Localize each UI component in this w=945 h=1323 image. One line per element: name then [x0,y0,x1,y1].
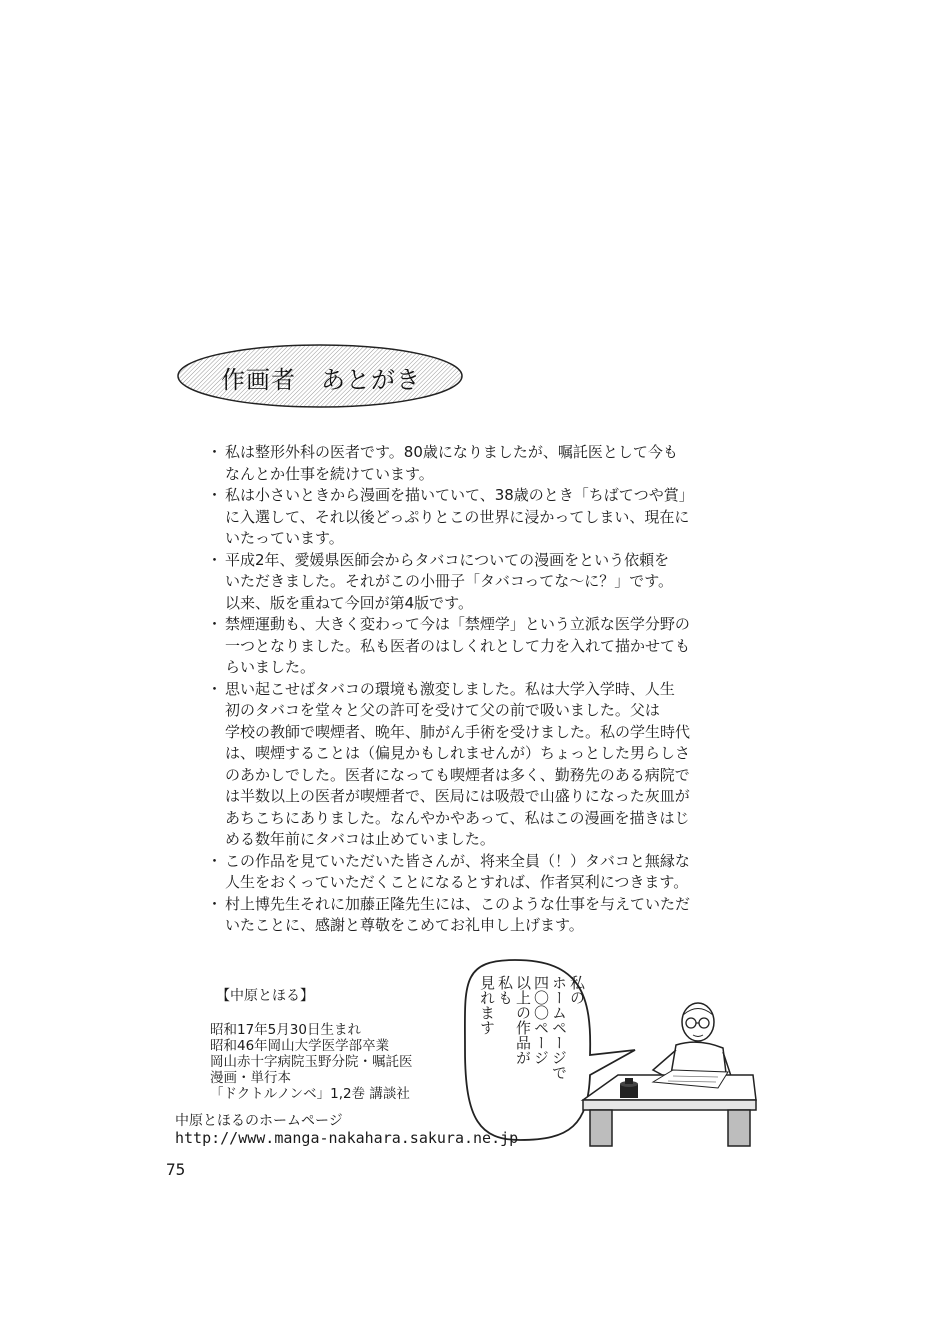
profile-line: 「ドクトルノンベ」1,2巻 講談社 [210,1086,410,1102]
afterword-list [205,442,745,937]
afterword-line: らいました。 [225,658,316,676]
afterword-line: のあかしでした。医者になっても喫煙者は多く、勤務先のある病院で [225,765,690,784]
afterword-line: いたことに、感謝と尊敬をこめてお礼申し上げます。 [225,916,584,934]
profile-line: 漫画・単行本 [210,1070,291,1086]
afterword-item [205,679,745,851]
artist-at-desk-illustration [578,1000,758,1150]
afterword-line: 禁煙運動も、大きく変わって今は「禁煙学」という立派な医学分野の [225,615,690,633]
afterword-line: 私は整形外科の医者です。80歳になりましたが、嘱託医として今も [225,443,678,461]
bubble-column: ホームページで [550,975,568,1080]
bullet-mark: ・ [207,486,223,504]
bullet-mark: ・ [207,894,223,913]
bullet-mark: ・ [207,550,223,569]
bubble-column: 以上の作品が [514,975,532,1065]
bullet-mark: ・ [207,615,223,633]
afterword-line: は半数以上の医者が喫煙者で、医局には吸殻で山盛りになった灰皿が [225,787,690,805]
afterword-line: 一つとなりました。私も医者のはしくれとして力を入れて描かせても [225,636,691,655]
profile-line: 昭和46年岡山大学医学部卒業 [210,1038,390,1054]
artist-drawing [578,1000,758,1150]
afterword-line: いただきました。それがこの小冊子「タバコってな〜に？」です。 [225,572,674,590]
afterword-item [205,485,745,550]
afterword-line: 村上博先生それに加藤正隆先生には、このような仕事を与えていただ [225,894,691,913]
page-title: 作画者 あとがき [221,366,421,394]
afterword-line: 人生をおくっていただくことになるとすれば、作者冥利につきます。 [225,873,689,891]
author-name: 【中原とほる】 [216,988,314,1004]
afterword-line: この作品を見ていただいた皆さんが、将来全員（！）タバコと無縁な [225,851,690,870]
bullet-mark: ・ [207,851,223,870]
afterword-line: 思い起こせばタバコの環境も激変しました。私は大学入学時、人生 [225,679,675,698]
afterword-line: 学校の教師で喫煙者、晩年、肺がん手術を受けました。私の学生時代 [225,722,691,741]
homepage-label: 中原とほるのホームページ [175,1113,343,1129]
afterword-item [205,550,745,615]
homepage-url[interactable]: http://www.manga-nakahara.sakura.ne.jp [175,1129,519,1147]
afterword-title-banner [176,343,464,409]
bullet-mark: ・ [207,443,223,461]
profile-line: 岡山赤十字病院玉野分院・嘱託医 [210,1054,413,1070]
afterword-item [205,894,745,937]
bubble-column: 見れます [478,975,496,1035]
afterword-item [205,442,745,485]
bullet-mark: ・ [207,679,223,698]
afterword-line: 以来、版を重ねて今回が第4版です。 [225,593,473,612]
afterword-line: 初のタバコを堂々と父の許可を受けて父の前で吸いました。父は [225,701,660,719]
page-number: 75 [166,1160,186,1179]
afterword-line: 私は小さいときから漫画を描いていて、38歳のとき「ちばてつや賞」 [225,486,694,504]
profile-line: 昭和17年5月30日生まれ [210,1022,361,1038]
afterword-item [205,851,745,894]
afterword-line: に入選して、それ以後どっぷりとこの世界に浸かってしまい、現在に [225,507,690,526]
bubble-column: 私の [568,975,586,1005]
author-profile [210,988,470,1102]
afterword-line: は、喫煙することは（偏見かもしれませんが）ちょっとした男らしさ [225,744,691,762]
afterword-line: いたっています。 [225,529,344,547]
afterword-line: める数年前にタバコは止めていました。 [225,830,495,848]
afterword-line: 平成2年、愛媛県医師会からタバコについての漫画をという依頼を [225,550,670,569]
bubble-column: 四〇〇ページ [532,975,550,1065]
afterword-line: あちこちにありました。なんやかやあって、私はこの漫画を描きはじ [225,808,690,827]
homepage-info [175,1113,518,1147]
afterword-item [205,614,745,679]
afterword-line: なんとか仕事を続けています。 [225,464,434,483]
bubble-column: 私も [496,975,514,1005]
